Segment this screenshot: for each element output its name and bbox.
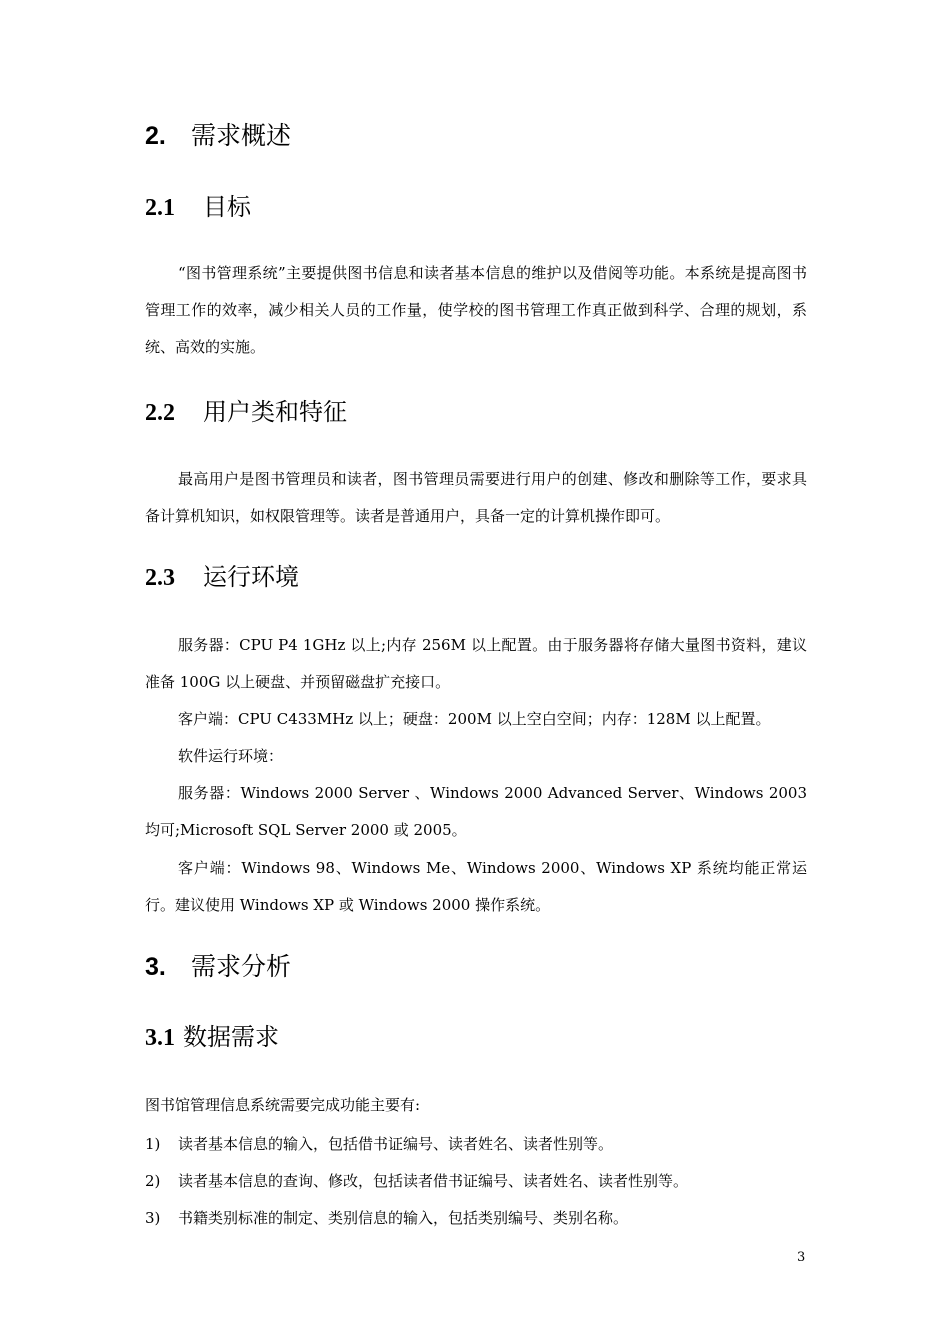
heading-title: 运行环境: [203, 563, 299, 591]
list-item-text: 读者基本信息的查询、修改，包括读者借书证编号、读者姓名、读者性别等。: [178, 1172, 689, 1190]
heading-number: 3.1: [145, 1025, 175, 1051]
heading-title: 需求分析: [191, 952, 292, 981]
heading-number: 2.1: [145, 195, 175, 221]
list-item-text: 读者基本信息的输入，包括借书证编号、读者姓名、读者性别等。: [178, 1135, 614, 1153]
heading-section-2-2: [145, 392, 347, 427]
heading-title: 数据需求: [183, 1023, 279, 1051]
list-item-text: 书籍类别标准的制定、类别信息的输入，包括类别编号、类别名称。: [178, 1209, 629, 1227]
list-item: [145, 1208, 628, 1228]
paragraph-env-client-sw: 客户端：Windows 98、Windows Me、Windows 2000、Windows XP 系统均能正常运行。建议使用 Windows XP 或 Windows 2000 操作系统。: [145, 859, 807, 914]
paragraph-env-client-hw: 客户端：CPU C433MHz 以上；硬盘：200M 以上空白空间；内存：128M 以上配置。: [178, 710, 771, 728]
paragraph-data-intro: 图书馆管理信息系统需要完成功能主要有:: [145, 1096, 421, 1114]
heading-title: 需求概述: [191, 121, 292, 150]
heading-number: 2.2: [145, 400, 175, 426]
heading-number: 3.: [145, 953, 166, 981]
paragraph-env-server-sw: 服务器：Windows 2000 Server 、Windows 2000 Advanced Server、Windows 2003 均可;Microsoft SQL Server 2000 或 2005。: [145, 784, 807, 839]
paragraph-users: 最高用户是图书管理员和读者，图书管理员需要进行用户的创建、修改和删除等工作，要求具备计算机知识，如权限管理等。读者是普通用户，具备一定的计算机操作即可。: [145, 470, 807, 525]
heading-section-3-1: [145, 1017, 279, 1052]
list-item-number: 1): [145, 1135, 161, 1153]
list-item-number: 2): [145, 1172, 161, 1190]
heading-title: 目标: [203, 193, 251, 221]
heading-section-3: [145, 947, 291, 983]
paragraph-goal: “图书管理系统”主要提供图书信息和读者基本信息的维护以及借阅等功能。本系统是提高图书管理工作的效率，减少相关人员的工作量，使学校的图书管理工作真正做到科学、合理的规划，系统、高效的实施。: [145, 264, 807, 356]
paragraph-env-software: 软件运行环境：: [178, 747, 284, 765]
list-item: [145, 1134, 613, 1154]
page-number: 3: [797, 1250, 806, 1265]
paragraph-env-server-hw: 服务器：CPU P4 1GHz 以上;内存 256M 以上配置。由于服务器将存储大量图书资料，建议准备 100G 以上硬盘、并预留磁盘扩充接口。: [145, 636, 807, 691]
list-item: [145, 1171, 688, 1191]
heading-title: 用户类和特征: [203, 398, 347, 426]
heading-number: 2.3: [145, 565, 175, 591]
heading-number: 2.: [145, 122, 166, 150]
list-item-number: 3): [145, 1209, 161, 1227]
heading-section-2: [145, 116, 291, 152]
heading-section-2-1: [145, 187, 251, 222]
heading-section-2-3: [145, 557, 299, 592]
